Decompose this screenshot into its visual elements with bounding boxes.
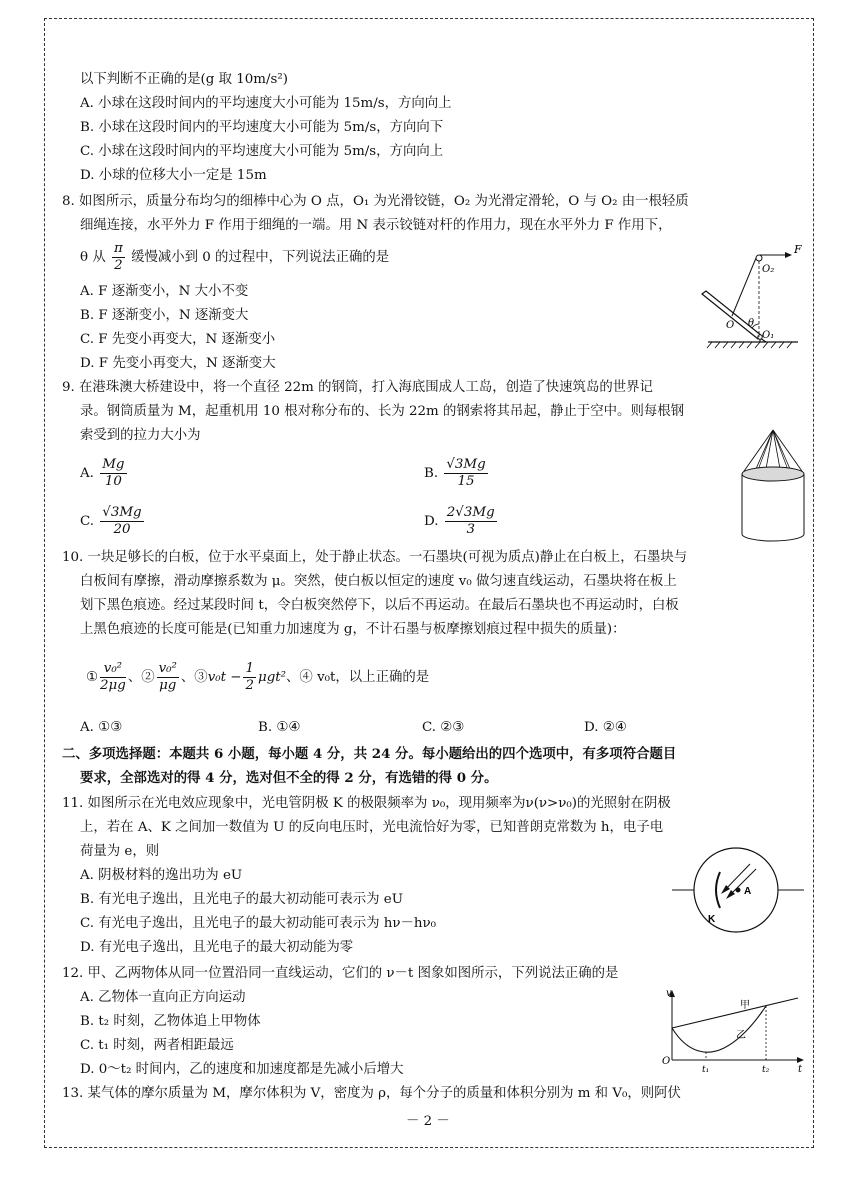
q11-fig-label-k: K (708, 914, 716, 925)
q13-line1: 13. 某气体的摩尔质量为 M，摩尔体积为 V，密度为 ρ，每个分子的质量和体积分别为 m 和 V₀，则阿伏 (62, 1086, 681, 1101)
q8-fig-label-theta: θ (748, 318, 755, 329)
q7-option-b: B. 小球在这段时间内的平均速度大小可能为 5m/s，方向向下 (80, 120, 444, 135)
q9-option-b: B. $\frac{√3Mg}{15}$ (424, 457, 486, 489)
q12-fig-label-t1: t₁ (702, 1065, 710, 1074)
q8-option-b: B. F 逐渐变小，N 逐渐变大 (80, 308, 249, 323)
q10-opt3-mark: 、③ (180, 670, 208, 685)
q10-option-c: C. ②③ (422, 720, 465, 735)
q7-stem: 以下判断不正确的是(g 取 10m/s²) (80, 72, 288, 87)
q12-fig-label-jia: 甲 (740, 1000, 750, 1011)
page-number: － 2 － (406, 1114, 450, 1129)
q8-figure (700, 244, 804, 354)
q11-option-d: D. 有光电子逸出，且光电子的最大初动能为零 (80, 940, 354, 955)
q10-line2: 白板间有摩擦，滑动摩擦系数为 μ。突然，使白板以恒定的速度 v₀ 做匀速直线运动，石墨块将在板上 (80, 574, 677, 589)
q8-fig-label-o2: O₂ (762, 264, 775, 275)
q8-fig-label-o: O (726, 320, 735, 331)
q10-opt4: 、④ v₀t (286, 670, 336, 685)
q10-line4: 上黑色痕迹的长度可能是(已知重力加速度为 g，不计石墨与板摩擦划痕过程中损失的质量)： (80, 622, 626, 637)
q8-line3 (80, 240, 389, 276)
q7-option-c: C. 小球在这段时间内的平均速度大小可能为 5m/s，方向向上 (80, 144, 444, 159)
q10-option-a: A. ①③ (80, 720, 123, 735)
q11-option-a: A. 阴极材料的逸出功为 eU (80, 868, 243, 883)
q8-fraction: $\frac{\pi}{2}$ (113, 241, 123, 273)
q8-line3-post: 缓慢减小到 0 的过程中，下列说法正确的是 (131, 250, 390, 265)
q11-figure (668, 842, 808, 938)
q8-line1: 8. 如图所示，质量分布均匀的细棒中心为 O 点，O₁ 为光滑铰链，O₂ 为光滑定滑轮，O 与 O₂ 由一根轻质 (62, 194, 689, 209)
q12-figure (658, 984, 808, 1074)
q12-option-a: A. 乙物体一直向正方向运动 (80, 990, 246, 1005)
q8-line3-pre: θ 从 (80, 250, 106, 265)
q12-option-b: B. t₂ 时刻，乙物体追上甲物体 (80, 1014, 261, 1029)
q10-line1: 10. 一块足够长的白板，位于水平桌面上，处于静止状态。一石墨块(可视为质点)静止在白板上，石墨块与 (62, 550, 688, 565)
q9-option-c: C. $\frac{√3Mg}{20}$ (80, 505, 142, 537)
q12-line1: 12. 甲、乙两物体从同一位置沿同一直线运动，它们的 ν－t 图象如图所示，下列说法正确的是 (62, 966, 619, 981)
q10-line3: 划下黑色痕迹。经过某段时间 t，令白板突然停下，以后不再运动。在最后石墨块也不再运动时，白板 (80, 598, 679, 613)
q9-figure (738, 426, 808, 546)
q11-line1: 11. 如图所示在光电效应现象中，光电管阴极 K 的极限频率为 ν₀，现用频率为ν(ν>ν₀)的光照射在阴极 (62, 796, 671, 811)
q9-line2: 录。钢筒质量为 M，起重机用 10 根对称分布的、长为 22m 的钢索将其吊起，静止于空中。则每根钢 (80, 404, 685, 419)
q7-option-d: D. 小球的位移大小一定是 15m (80, 168, 267, 183)
q12-option-c: C. t₁ 时刻，两者相距最远 (80, 1038, 234, 1053)
q11-line3: 荷量为 e，则 (80, 844, 160, 859)
section2-heading-line1: 二、多项选择题：本题共 6 小题，每小题 4 分，共 24 分。每小题给出的四个选项中，有多项符合题目 (62, 746, 677, 762)
q8-option-a: A. F 逐渐变小，N 大小不变 (80, 284, 249, 299)
q11-fig-label-a: A (744, 886, 752, 897)
q9-line1: 9. 在港珠澳大桥建设中，将一个直径 22m 的钢筒，打入海底围成人工岛，创造了快速筑岛的世界记 (62, 380, 653, 395)
q11-option-b: B. 有光电子逸出，且光电子的最大初动能可表示为 eU (80, 892, 404, 907)
q10-opt2-mark: 、② (127, 670, 155, 685)
q8-fig-label-o1: O₁ (762, 330, 775, 341)
q12-fig-label-yi: 乙 (736, 1030, 746, 1041)
q12-fig-label-v: v (666, 988, 672, 999)
q9-option-a: A. $\frac{Mg}{10}$ (80, 457, 125, 489)
q8-option-d: D. F 先变小再变大，N 逐渐变大 (80, 356, 276, 371)
section2-heading-line2: 要求，全部选对的得 4 分，选对但不全的得 2 分，有选错的得 0 分。 (80, 770, 498, 786)
q9-option-d: D. $\frac{2√3Mg}{3}$ (424, 505, 495, 537)
q12-fig-label-o: O (662, 1056, 671, 1067)
q8-option-c: C. F 先变小再变大，N 逐渐变小 (80, 332, 276, 347)
q9-line3: 索受到的拉力大小为 (80, 428, 201, 443)
q10-opt1-mark: ① (86, 670, 99, 685)
q10-expressions: ① $\frac{\text{v₀²}}{2\mu g}$ 、② $\frac{\text{v₀²}}{\mu g}$ 、③v₀t − $\frac{1}{2}$ μgt²、④ v₀t，以上正确的是 (86, 661, 430, 693)
q12-fig-label-t: t (798, 1064, 803, 1074)
q12-option-d: D. 0～t₂ 时间内，乙的速度和加速度都是先减小后增大 (80, 1062, 404, 1077)
q11-option-c: C. 有光电子逸出，且光电子的最大初动能可表示为 hν－hν₀ (80, 916, 437, 931)
q10-option-b: B. ①④ (258, 720, 301, 735)
q10-option-d: D. ②④ (584, 720, 627, 735)
q12-fig-label-t2: t₂ (762, 1065, 770, 1074)
q11-line2: 上，若在 A、K 之间加一数值为 U 的反向电压时，光电流恰好为零，已知普朗克常数为 h，电子电 (80, 820, 664, 835)
q8-line2: 细绳连接，水平外力 F 作用于细绳的一端。用 N 表示铰链对杆的作用力，现在水平外力 F 作用下， (80, 218, 672, 233)
q7-option-a: A. 小球在这段时间内的平均速度大小可能为 15m/s，方向向上 (80, 96, 452, 111)
q8-fig-label-f: F (794, 244, 802, 256)
q10-tail: ，以上正确的是 (335, 670, 430, 685)
